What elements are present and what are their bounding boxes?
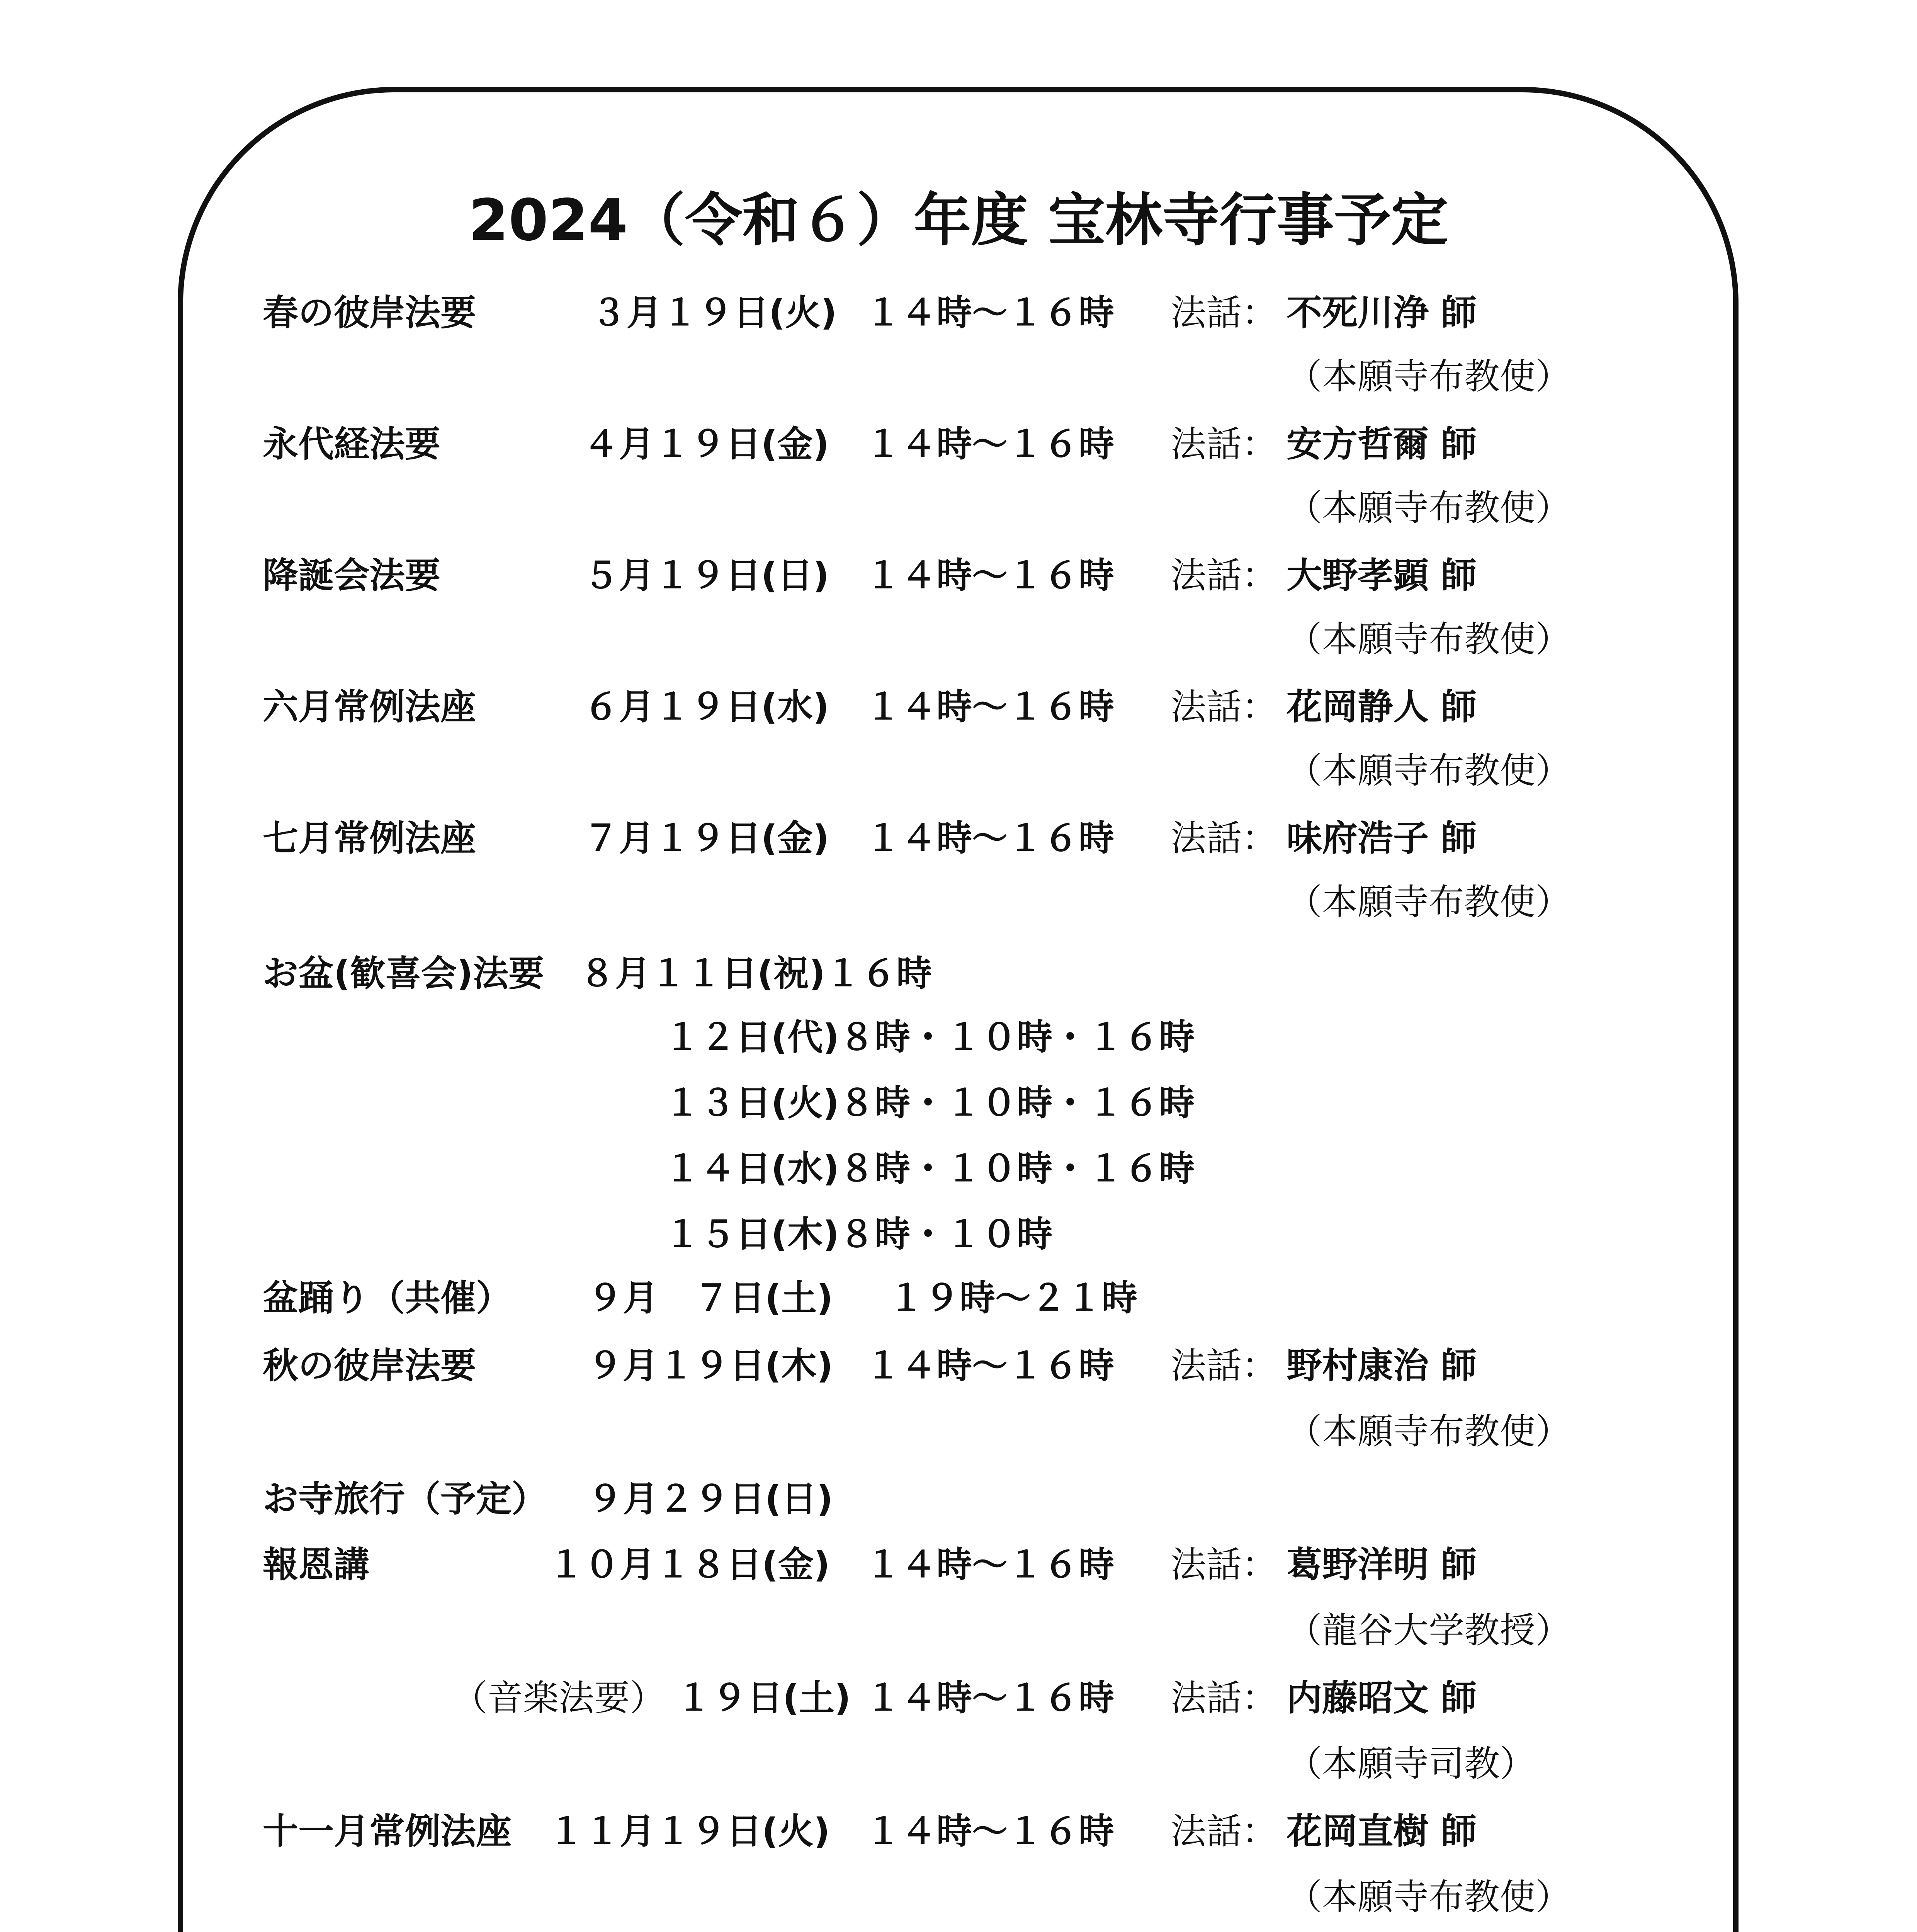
- event-date: ９月 ７日(土): [587, 1277, 833, 1319]
- event-time: １９時～２１時: [889, 1277, 1138, 1319]
- event-name: 降誕会法要: [263, 555, 441, 596]
- event-row: [0, 810, 1917, 867]
- event-time: １４時～１６時: [865, 423, 1115, 465]
- event-row: [0, 1337, 1917, 1395]
- houwa-label: 法話：: [1171, 1811, 1278, 1852]
- speaker: 内藤昭文 師: [1286, 1677, 1477, 1719]
- houwa-label: 法話：: [1171, 1345, 1278, 1386]
- event-row: [0, 1269, 1917, 1327]
- affiliation-row: [0, 1403, 1917, 1461]
- speaker: 花岡静人 師: [1286, 686, 1477, 728]
- event-row: [0, 945, 1917, 1003]
- affiliation: （本願寺布教使）: [1286, 1876, 1571, 1918]
- event-name: 盆踊り（共催）: [263, 1277, 512, 1319]
- event-name: 秋の彼岸法要: [263, 1345, 476, 1386]
- event-date: ４月１９日(金): [583, 423, 829, 465]
- schedule-row: [0, 1009, 1917, 1066]
- affiliation: （本願寺司教）: [1286, 1743, 1536, 1784]
- event-time: １４時～１６時: [865, 1811, 1115, 1852]
- affiliation-row: [0, 873, 1917, 931]
- event-name: 報恩講: [263, 1544, 370, 1585]
- speaker: 安方哲爾 師: [1286, 423, 1477, 465]
- affiliation: （本願寺布教使）: [1286, 619, 1571, 660]
- event-row: [0, 415, 1917, 473]
- event-time: １４時～１６時: [865, 1345, 1115, 1386]
- houwa-label: 法話：: [1171, 1544, 1278, 1585]
- event-date: １０月１８日(金): [549, 1544, 830, 1585]
- affiliation-row: [0, 611, 1917, 668]
- event-name: 永代経法要: [263, 423, 441, 465]
- houwa-label: 法話：: [1171, 1677, 1278, 1719]
- affiliation: （本願寺布教使）: [1286, 487, 1571, 529]
- event-time: １４時～１６時: [865, 555, 1115, 596]
- houwa-label: 法話：: [1171, 555, 1278, 596]
- event-name: お寺旅行（予定）: [263, 1478, 547, 1520]
- speaker: 不死川浄 師: [1286, 292, 1477, 333]
- houwa-label: 法話：: [1171, 423, 1278, 465]
- event-name: 七月常例法座: [263, 818, 476, 859]
- affiliation-row: [0, 742, 1917, 800]
- event-name: 春の彼岸法要: [263, 292, 476, 333]
- event-date: ９月２９日(日): [587, 1478, 833, 1520]
- schedule-row: [0, 1140, 1917, 1198]
- houwa-label: 法話：: [1171, 818, 1278, 859]
- event-date: ５月１９日(日): [583, 555, 829, 596]
- affiliation-row: [0, 1602, 1917, 1660]
- event-date: ８月１１日(祝)１６時: [580, 953, 932, 994]
- houwa-label: 法話：: [1171, 292, 1278, 333]
- affiliation: （本願寺布教使）: [1286, 356, 1571, 397]
- event-row: [0, 1803, 1917, 1861]
- affiliation: （龍谷大学教授）: [1286, 1610, 1571, 1651]
- event-time: １４時～１６時: [865, 1677, 1115, 1719]
- schedule-row: [0, 1206, 1917, 1264]
- event-date: ９月１９日(木): [587, 1345, 833, 1386]
- event-name: 十一月常例法座: [263, 1811, 512, 1852]
- event-name: （音楽法要）: [452, 1677, 666, 1719]
- event-date: １３日(火)８時・１０時・１６時: [664, 1082, 1195, 1124]
- event-time: １４時～１６時: [865, 818, 1115, 859]
- event-row: [0, 678, 1917, 736]
- event-name: 六月常例法座: [263, 686, 476, 728]
- event-time: １４時～１６時: [865, 686, 1115, 728]
- event-date: １２日(代)８時・１０時・１６時: [664, 1017, 1195, 1058]
- affiliation-row: [0, 479, 1917, 537]
- event-row: [0, 1536, 1917, 1594]
- affiliation-row: [0, 1735, 1917, 1793]
- speaker: 大野孝顕 師: [1286, 555, 1477, 596]
- event-name: お盆(歓喜会)法要: [263, 953, 544, 994]
- event-row: [0, 1470, 1917, 1528]
- event-row: [0, 284, 1917, 342]
- event-date: １５日(木)８時・１０時: [664, 1214, 1053, 1255]
- event-date: ３月１９日(火): [591, 292, 837, 333]
- affiliation: （本願寺布教使）: [1286, 750, 1571, 791]
- speaker: 味府浩子 師: [1286, 818, 1477, 859]
- event-date: １９日(土): [676, 1677, 851, 1719]
- event-date: １４日(水)８時・１０時・１６時: [664, 1148, 1195, 1189]
- event-date: ７月１９日(金): [583, 818, 829, 859]
- affiliation-row: [0, 348, 1917, 406]
- affiliation: （本願寺布教使）: [1286, 1411, 1571, 1452]
- event-time: １４時～１６時: [865, 292, 1115, 333]
- event-row: [0, 547, 1917, 605]
- speaker: 野村康治 師: [1286, 1345, 1477, 1386]
- speaker: 葛野洋明 師: [1286, 1544, 1477, 1585]
- affiliation-row: [0, 1868, 1917, 1926]
- speaker: 花岡直樹 師: [1286, 1811, 1477, 1852]
- houwa-label: 法話：: [1171, 686, 1278, 728]
- affiliation: （本願寺布教使）: [1286, 881, 1571, 923]
- schedule-row: [0, 1074, 1917, 1132]
- event-row: [0, 1669, 1917, 1727]
- event-date: ６月１９日(水): [583, 686, 829, 728]
- event-time: １４時～１６時: [865, 1544, 1115, 1585]
- event-date: １１月１９日(火): [549, 1811, 830, 1852]
- page-title: 2024（令和６）年度 宝林寺行事予定: [469, 187, 1448, 253]
